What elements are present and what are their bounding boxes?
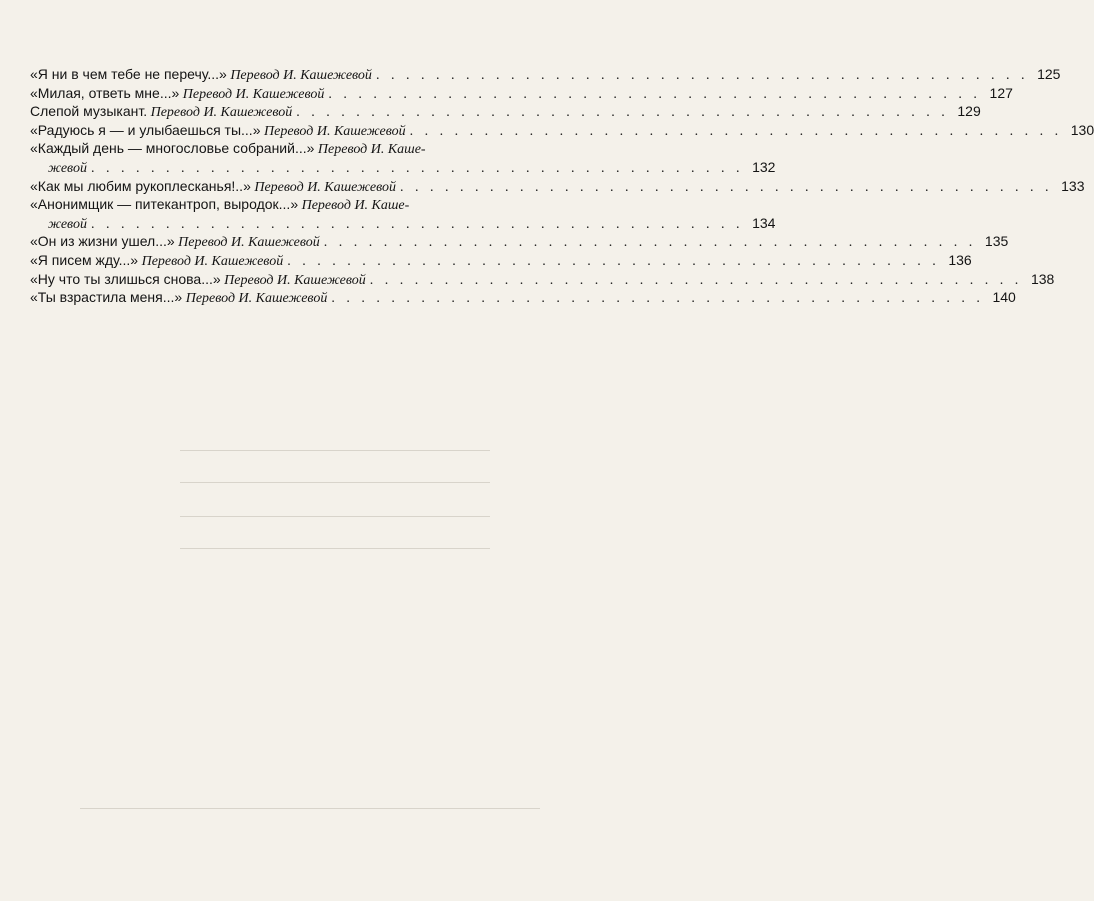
poem-title: «Я ни в чем тебе не перечу...» [30,66,227,82]
dot-leader [320,234,977,252]
dot-leader [372,67,1029,85]
translator-credit: Перевод И. Кашежевой [150,105,293,121]
translator-credit: Перевод И. Кашежевой [185,291,328,307]
translator-credit-cont: жевой [48,160,87,176]
dot-leader [324,86,981,104]
translator-credit: Перевод И. Кашежевой [182,86,325,102]
dot-leader [292,104,949,122]
translator-credit: Перевод И. Кашежевой [141,253,284,269]
toc-entry [30,251,972,271]
translator-credit: Перевод И. Каше- [317,142,426,158]
show-through-rule [180,516,490,517]
poem-title: «Ну что ты злишься снова...» [30,270,221,287]
page-number: 135 [984,233,1009,250]
translator-credit: Перевод И. Кашежевой [254,179,396,195]
poem-title: «Он из жизни ушел...» [30,233,175,250]
page-number: 136 [948,251,972,268]
toc-entry [30,177,1085,197]
poem-title: «Радуюсь я — и улыбаешься ты...» [30,121,261,138]
table-of-contents [30,66,1094,308]
page-number: 133 [1061,177,1085,194]
poem-title: «Ты взрастила меня...» [30,289,183,306]
toc-entry [30,289,1016,308]
poem-title: «Как мы любим рукоплесканья!..» [30,177,251,194]
toc-entry [30,103,981,122]
dot-leader [406,123,1063,141]
page-number: 132 [752,158,776,175]
page-number: 140 [992,289,1016,306]
toc-entry [30,233,1009,252]
toc-entry [30,84,1013,104]
page-number: 134 [752,214,776,231]
translator-credit: Перевод И. Каше- [301,198,410,214]
translator-credit: Перевод И. Кашежевой [264,123,406,139]
toc-entry [30,66,1061,85]
dot-leader [283,253,940,271]
toc-entry [30,121,1094,141]
dot-leader [396,179,1053,197]
translator-credit: Перевод И. Кашежевой [178,235,320,251]
poem-title: «Я писем жду...» [30,251,139,268]
show-through-rule [180,450,490,451]
show-through-rule [180,482,490,483]
poem-title: «Милая, ответь мне...» [30,84,180,101]
toc-entry [30,140,776,177]
page-number: 138 [1030,270,1055,287]
toc-entry [30,270,1055,290]
dot-leader [366,272,1023,290]
page-number: 125 [1037,66,1061,82]
poem-title: «Анонимщик — питекантроп, выродок...» [30,196,299,213]
dot-leader [327,290,984,308]
show-through-rule [80,808,540,809]
page-number: 127 [989,84,1013,101]
translator-credit: Перевод И. Кашежевой [230,68,372,83]
show-through-rule [180,548,490,549]
dot-leader [87,160,744,178]
poem-title: Слепой музыкант. [30,103,148,120]
page-number: 130 [1070,121,1094,138]
dot-leader [87,216,744,234]
poem-title: «Каждый день — многословье собраний...» [30,140,315,157]
translator-credit: Перевод И. Кашежевой [224,272,366,288]
translator-credit-cont: жевой [48,216,87,232]
toc-entry [30,196,776,233]
page-number: 129 [957,103,981,120]
